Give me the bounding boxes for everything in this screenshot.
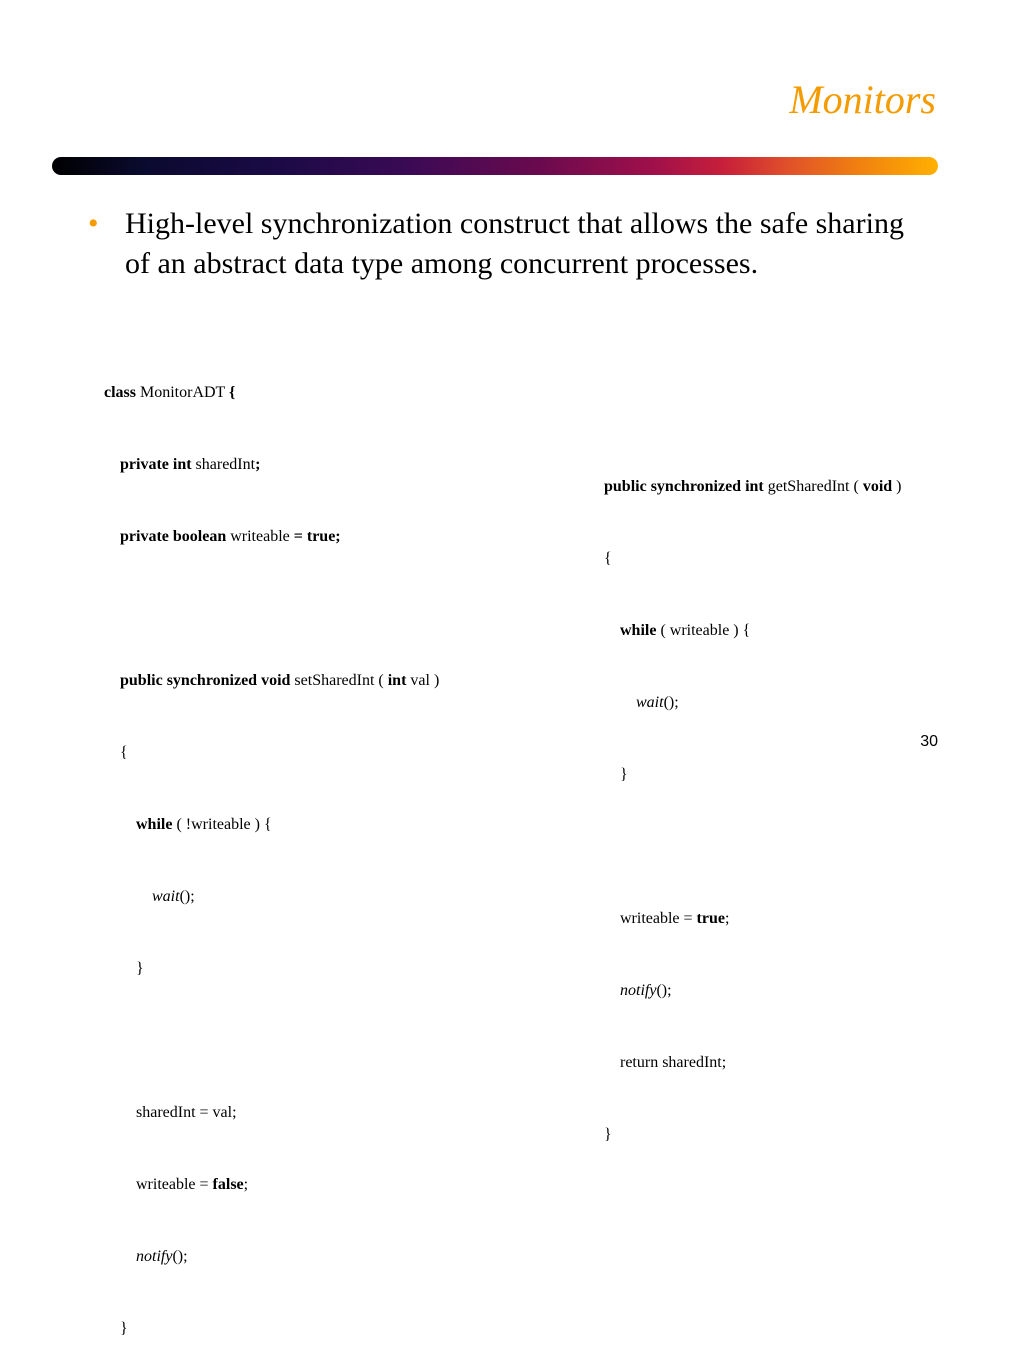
code-line (104, 813, 439, 837)
code-line (604, 763, 902, 787)
code-text: ) (892, 478, 902, 495)
code-blank-line (604, 835, 902, 859)
code-line (604, 979, 902, 1003)
code-line (104, 741, 439, 765)
code-text: sharedInt = val; (136, 1104, 237, 1121)
code-keyword: true (696, 910, 725, 927)
code-line (104, 1245, 439, 1269)
code-text: } (136, 960, 144, 977)
code-keyword: { (229, 384, 236, 401)
code-text: { (604, 550, 612, 567)
code-text: val ) (406, 672, 440, 689)
code-blank-line (104, 597, 439, 621)
code-line (104, 1317, 439, 1341)
code-line (104, 885, 439, 909)
code-text: writeable (226, 528, 294, 545)
code-text: return sharedInt; (620, 1054, 727, 1071)
code-line (604, 619, 902, 643)
code-text: writeable = (620, 910, 697, 927)
code-keyword: public synchronized int (604, 478, 764, 495)
code-line (104, 381, 439, 405)
code-keyword: ; (255, 456, 261, 473)
code-line (104, 1101, 439, 1125)
code-line (604, 1051, 902, 1075)
code-keyword: class (104, 384, 136, 401)
code-text: getSharedInt ( (763, 478, 863, 495)
code-keyword: while (136, 816, 173, 833)
code-text: { (120, 744, 128, 761)
code-keyword: int (387, 672, 407, 689)
bullet-dot-icon: • (88, 207, 99, 240)
code-keyword: private int (120, 456, 192, 473)
code-text: ; (724, 910, 730, 927)
code-keyword: public synchronized void (120, 672, 291, 689)
code-blank-line (104, 1029, 439, 1053)
code-text: MonitorADT (136, 384, 230, 401)
code-keyword: while (620, 622, 657, 639)
code-text: ( writeable ) { (656, 622, 751, 639)
code-text: writeable = (136, 1176, 213, 1193)
code-text: } (620, 766, 628, 783)
code-line (104, 957, 439, 981)
code-keyword: private boolean (120, 528, 227, 545)
code-keyword: false (212, 1176, 244, 1193)
bullet-item (88, 204, 918, 284)
slide-title: Monitors (789, 77, 936, 122)
code-line (604, 907, 902, 931)
code-text: setSharedInt ( (290, 672, 388, 689)
bullet-text: High-level synchronization construct that allows the safe sharing of an abstract data type among concurrent processes. (125, 207, 904, 280)
code-text: } (120, 1320, 128, 1337)
code-line (604, 475, 902, 499)
code-block-get-shared-int (604, 427, 902, 1171)
code-line (104, 525, 439, 549)
code-italic: notify (620, 982, 657, 999)
code-italic: notify (136, 1248, 173, 1265)
code-line (604, 1123, 902, 1147)
code-line (104, 669, 439, 693)
code-text: (); (179, 888, 195, 905)
code-keyword: = true; (293, 528, 341, 545)
page-number: 30 (920, 733, 938, 750)
code-text: (); (663, 694, 679, 711)
code-text: (); (656, 982, 672, 999)
code-text: ; (243, 1176, 249, 1193)
code-line (604, 691, 902, 715)
code-text: ( !writeable ) { (172, 816, 272, 833)
code-text: (); (172, 1248, 188, 1265)
code-text: } (604, 1126, 612, 1143)
code-italic: wait (636, 694, 664, 711)
code-keyword: void (862, 478, 893, 495)
title-underline-bar (52, 157, 938, 175)
code-block-set-shared-int (104, 333, 439, 1365)
code-line (604, 547, 902, 571)
code-italic: wait (152, 888, 180, 905)
code-line (104, 1173, 439, 1197)
code-text: sharedInt (191, 456, 256, 473)
code-line (104, 453, 439, 477)
